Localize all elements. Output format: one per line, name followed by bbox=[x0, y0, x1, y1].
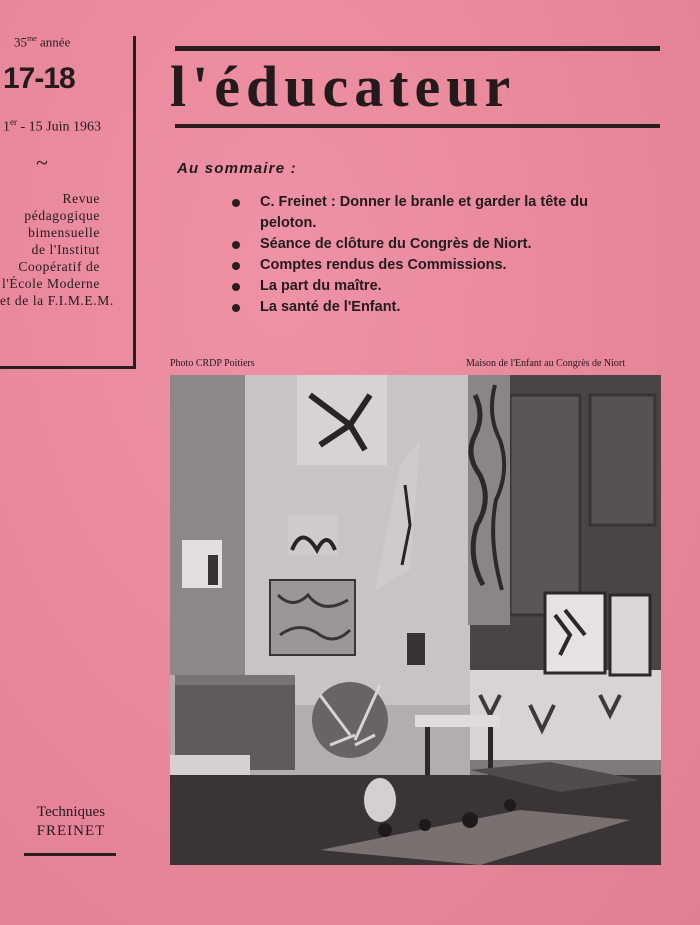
cover-photo bbox=[170, 375, 661, 865]
bullet-icon bbox=[232, 262, 240, 270]
description-line: l'École Moderne bbox=[1, 276, 100, 291]
issue-number: 17-18 bbox=[3, 62, 75, 95]
footer-line-2: FREINET bbox=[36, 823, 106, 839]
list-item: Séance de clôture du Congrès de Niort. bbox=[232, 234, 672, 255]
bullet-icon bbox=[232, 283, 240, 291]
footer-line-1: Techniques bbox=[36, 804, 106, 820]
description-line: de l'Institut bbox=[31, 242, 100, 257]
contents-heading: Au sommaire : bbox=[177, 160, 297, 177]
issue-date: 1er - 15 Juin 1963 bbox=[3, 117, 101, 135]
tilde-ornament: ~ bbox=[36, 150, 48, 175]
bullet-icon bbox=[232, 199, 240, 207]
footer-brand bbox=[28, 803, 114, 841]
description-line: pédagogique bbox=[24, 208, 100, 223]
year-label: $35^{me}$ année bbox=[14, 34, 71, 50]
list-item: La part du maître. bbox=[232, 276, 672, 297]
footer-rule bbox=[24, 853, 116, 856]
description-line: Coopératif de bbox=[18, 259, 100, 274]
photo-illustration bbox=[170, 375, 661, 865]
list-item: C. Freinet : Donner le branle et garder la tête du peloton. bbox=[232, 192, 672, 234]
magazine-title: l'éducateur bbox=[170, 54, 517, 119]
title-rule-top bbox=[175, 46, 660, 51]
description-line: Revue bbox=[62, 191, 100, 206]
description-line: et de la F.I.M.E.M. bbox=[0, 293, 114, 308]
photo-credit: Photo CRDP Poitiers bbox=[170, 358, 255, 369]
photo-caption: Maison de l'Enfant au Congrès de Niort bbox=[466, 358, 625, 369]
bullet-icon bbox=[232, 241, 240, 249]
bullet-icon bbox=[232, 304, 240, 312]
list-item: Comptes rendus des Commissions. bbox=[232, 255, 672, 276]
list-item: La santé de l'Enfant. bbox=[232, 297, 672, 318]
title-rule-bottom bbox=[175, 124, 660, 128]
description-line: bimensuelle bbox=[28, 225, 100, 240]
journal-description bbox=[0, 190, 114, 309]
contents-list bbox=[232, 192, 672, 318]
